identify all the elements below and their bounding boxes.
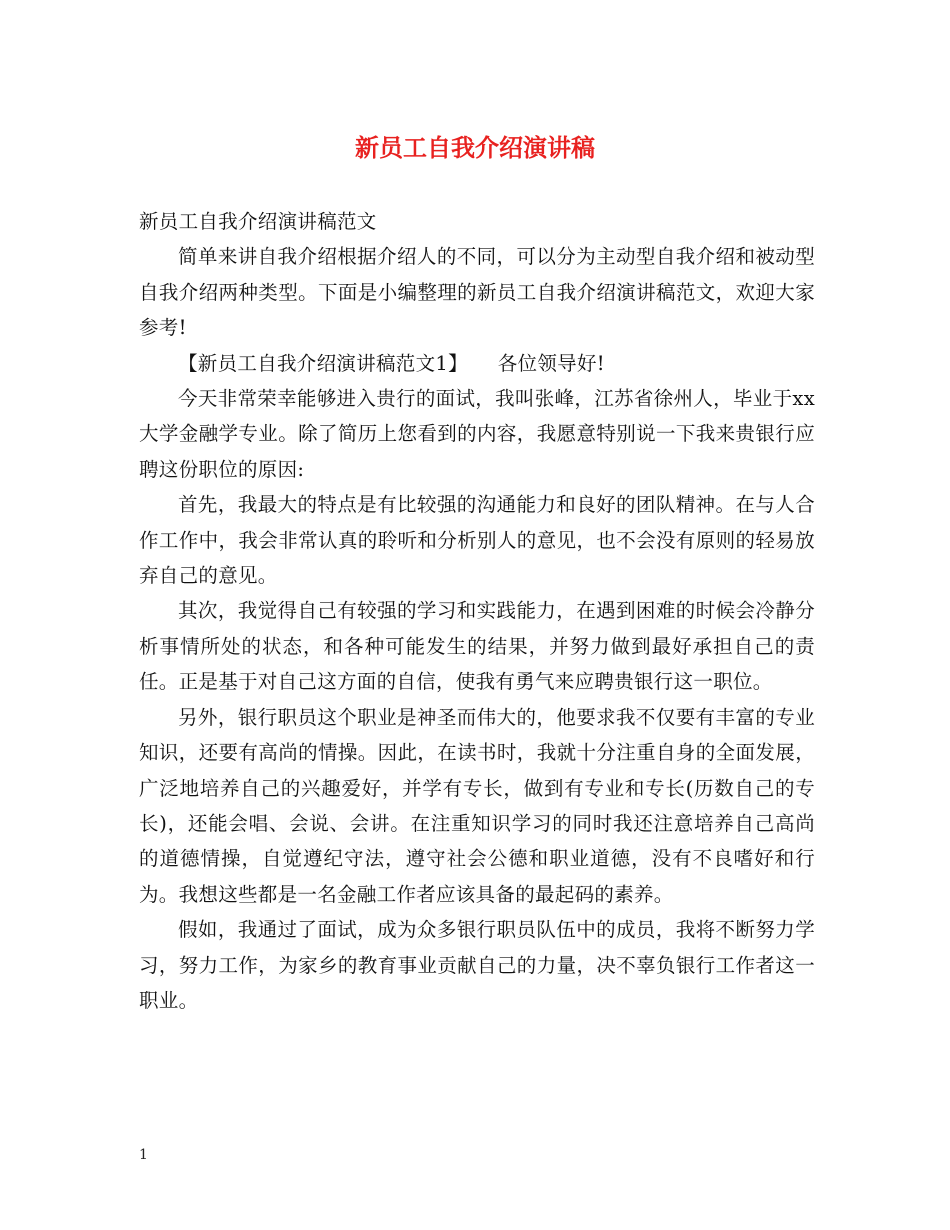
paragraph-second: 其次，我觉得自己有较强的学习和实践能力，在遇到困难的时候会冷静分析事情所处的状态，和各种可能发生的结果，并努力做到最好承担自己的责任。正是基于对自己这方面的自信，使我有勇气来应聘贵银行这一职位。 xyxy=(139,599,815,694)
paragraph-first: 首先，我最大的特点是有比较强的沟通能力和良好的团队精神。在与人合作工作中，我会非常认真的聆听和分析别人的意见，也不会没有原则的轻易放弃自己的意见。 xyxy=(139,493,815,588)
paragraph-intro: 简单来讲自我介绍根据介绍人的不同，可以分为主动型自我介绍和被动型自我介绍两种类型。下面是小编整理的新员工自我介绍演讲稿范文，欢迎大家参考! xyxy=(139,245,815,340)
paragraph-greeting: 今天非常荣幸能够进入贵行的面试，我叫张峰，江苏省徐州人，毕业于xx大学金融学专业。除了简历上您看到的内容，我愿意特别说一下我来贵银行应聘这份职位的原因: xyxy=(139,387,815,481)
paragraph-closing: 假如，我通过了面试，成为众多银行职员队伍中的成员，我将不断努力学习，努力工作，为家乡的教育事业贡献自己的力量，决不辜负银行工作者这一职业。 xyxy=(139,918,815,1012)
document-body xyxy=(139,204,815,1018)
paragraph-third: 另外，银行职员这个职业是神圣而伟大的，他要求我不仅要有丰富的专业知识，还要有高尚的情操。因此，在读书时，我就十分注重自身的全面发展，广泛地培养自己的兴趣爱好，并学有专长，做到有专业和专长(历数自己的专长)，还能会唱、会说、会讲。在注重知识学习的同时我还注意培养自己高尚的道德情操，自觉遵纪守法，遵守社会公德和职业道德，没有不良嗜好和行为。我想这些都是一名金融工作者应该具备的最起码的素养。 xyxy=(139,705,815,906)
document-subtitle: 新员工自我介绍演讲稿范文 xyxy=(139,210,377,233)
paragraph-sample-heading: 【新员工自我介绍演讲稿范文1】 各位领导好! xyxy=(178,351,605,375)
page-number: 1 xyxy=(139,1147,148,1163)
document-title: 新员工自我介绍演讲稿 xyxy=(355,133,595,162)
